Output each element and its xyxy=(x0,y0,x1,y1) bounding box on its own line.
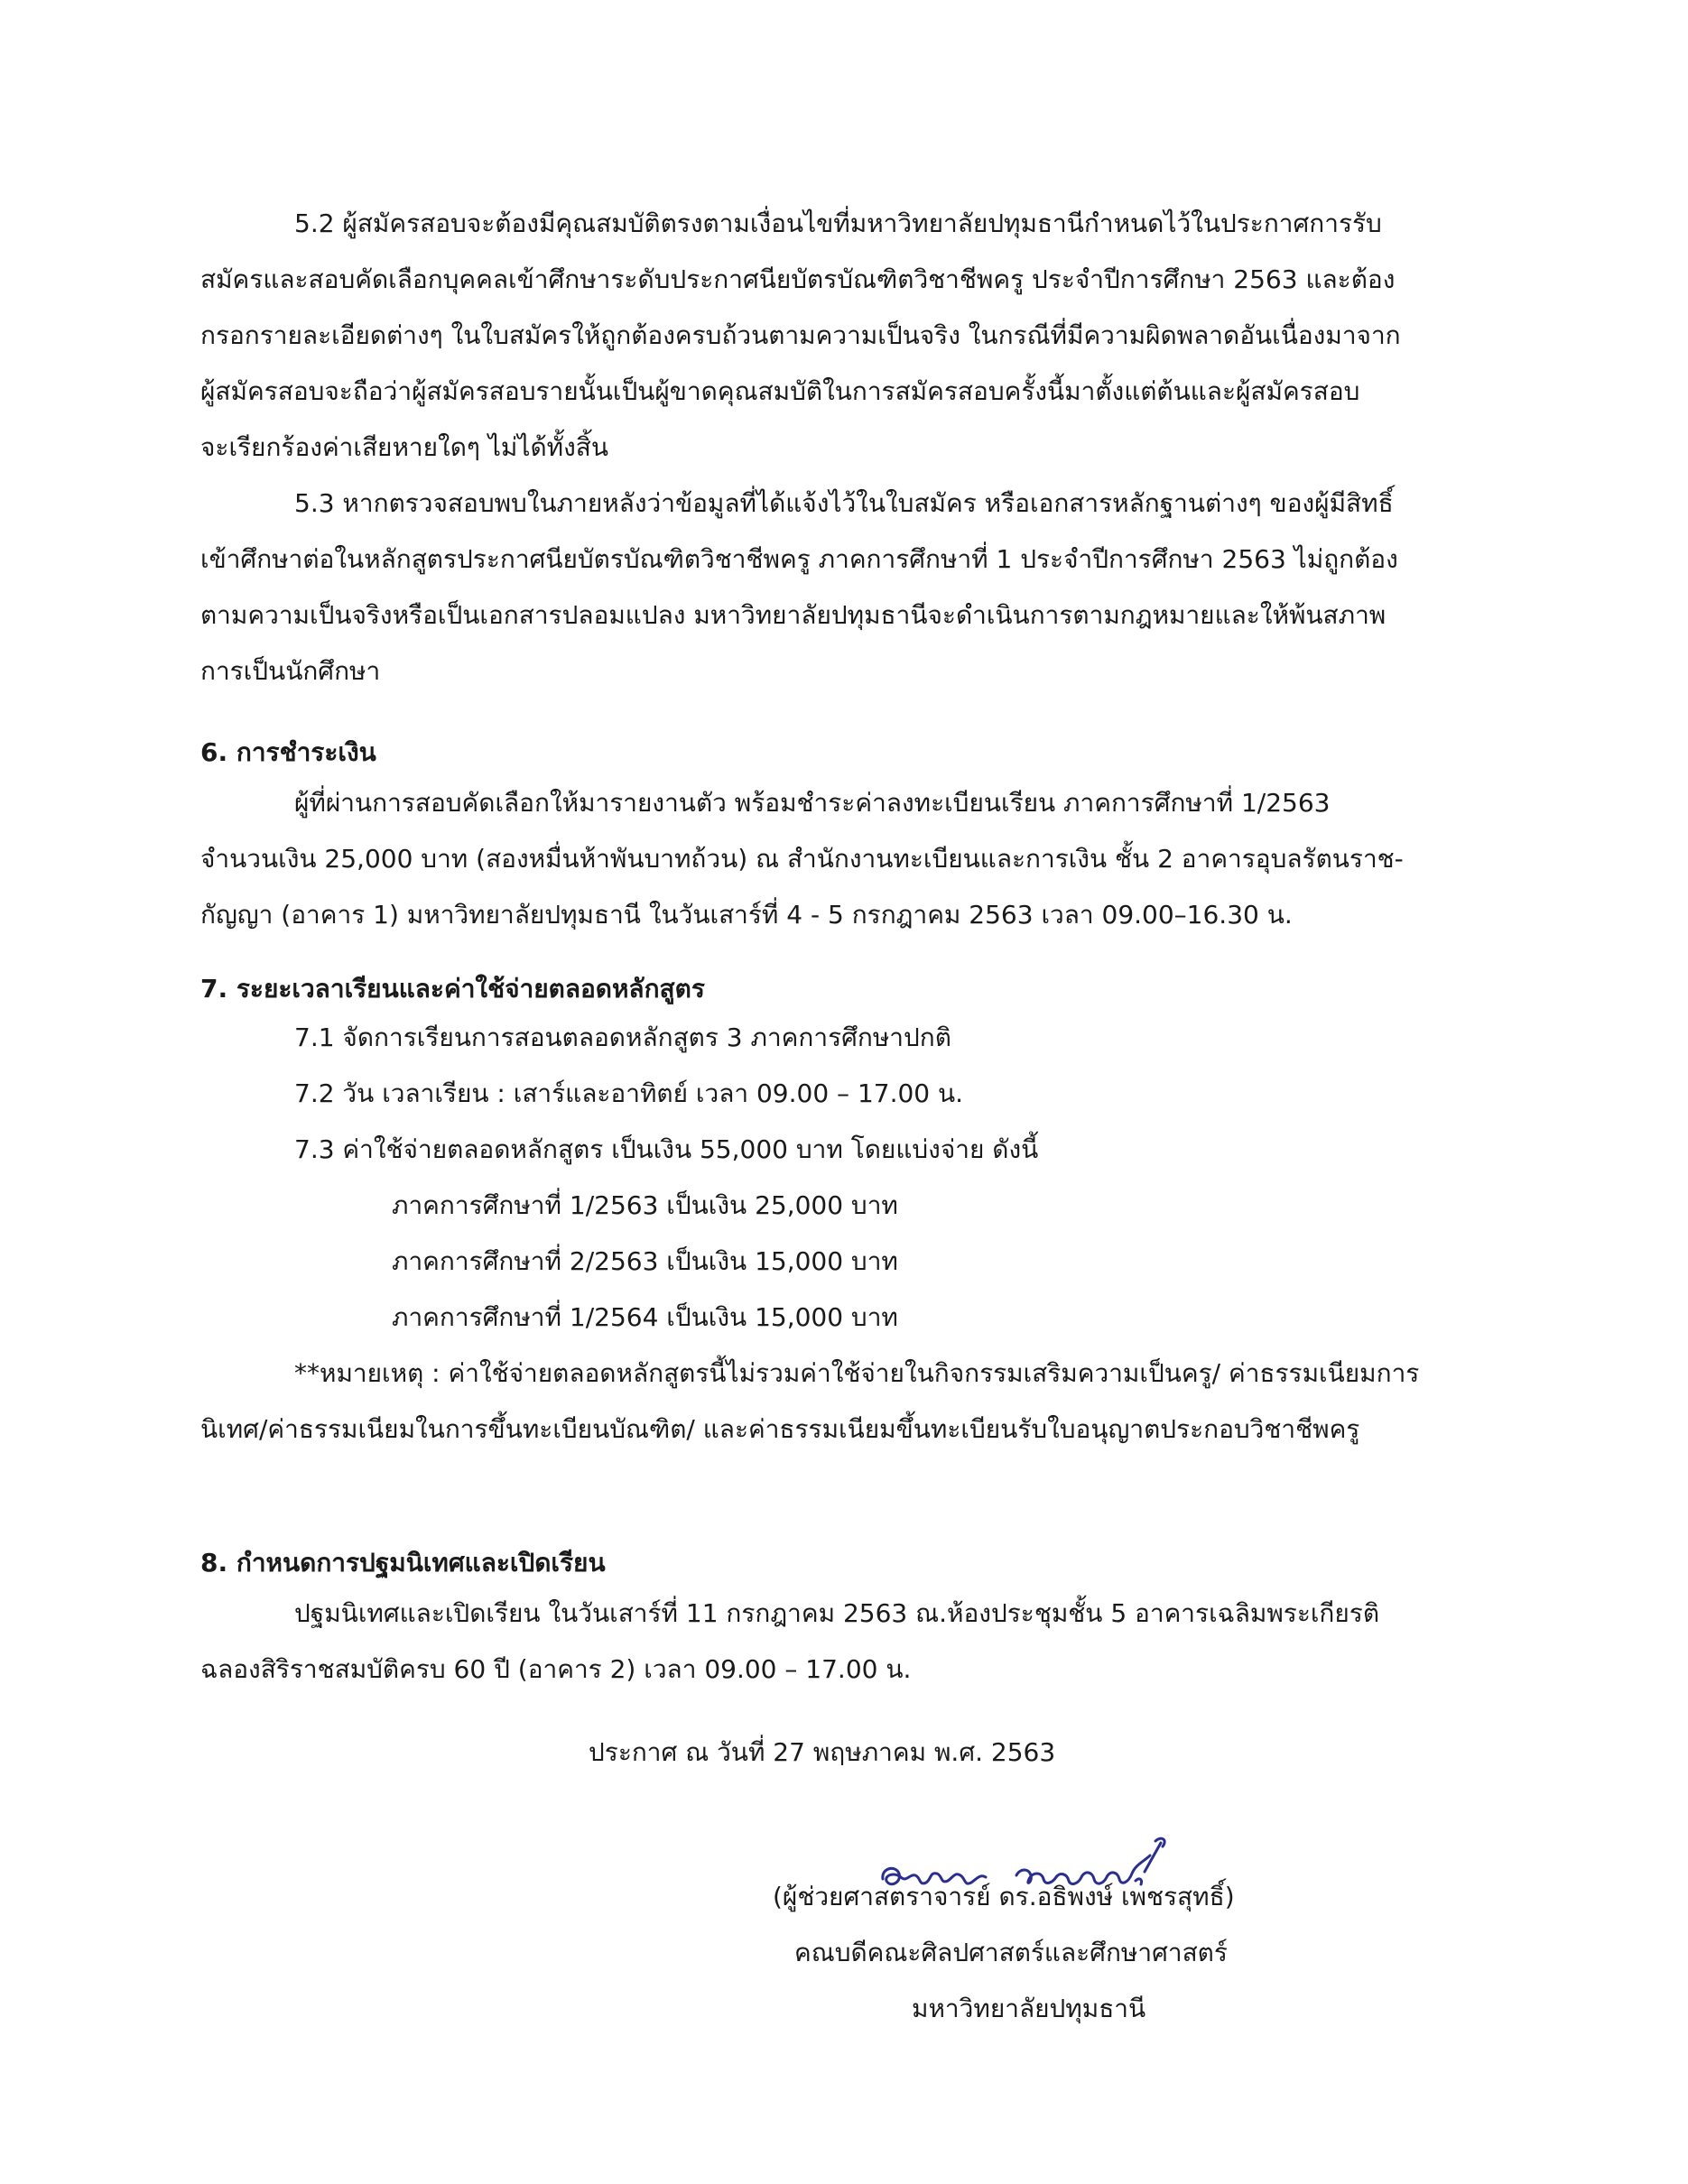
section-7-item-3: 7.3 ค่าใช้จ่ายตลอดหลักสูตร เป็นเงิน 55,000 บาท โดยแบ่งจ่าย ดังนี้ xyxy=(294,1134,1039,1164)
note-line-1: **หมายเหตุ : ค่าใช้จ่ายตลอดหลักสูตรนี้ไม่รวมค่าใช้จ่ายในกิจกรรมเสริมความเป็นครู/ ค่าธรรมเนียมการ xyxy=(294,1358,1420,1388)
section-8-line-1: ปฐมนิเทศและเปิดเรียน ในวันเสาร์ที่ 11 กรกฎาคม 2563 ณ.ห้องประชุมชั้น 5 อาคารเฉลิมพระเกียรติ xyxy=(294,1598,1380,1628)
section-6-heading: 6. การชำระเงิน xyxy=(200,737,376,767)
para-5-3-line-1: 5.3 หากตรวจสอบพบในภายหลังว่าข้อมูลที่ได้แจ้งไว้ในใบสมัคร หรือเอกสารหลักฐานต่างๆ ของผู้มีสิทธิ์ xyxy=(294,488,1394,518)
section-7-heading: 7. ระยะเวลาเรียนและค่าใช้จ่ายตลอดหลักสูตร xyxy=(200,974,705,1004)
para-5-2-line-2: สมัครและสอบคัดเลือกบุคคลเข้าศึกษาระดับประกาศนียบัตรบัณฑิตวิชาชีพครู ประจำปีการศึกษา 2563 และต้อง xyxy=(200,264,1396,294)
note-line-2: นิเทศ/ค่าธรรมเนียมในการขึ้นทะเบียนบัณฑิต/ และค่าธรรมเนียมขึ้นทะเบียนรับใบอนุญาตประกอบวิชาชีพครู xyxy=(200,1414,1360,1444)
section-7-item-1: 7.1 จัดการเรียนการสอนตลอดหลักสูตร 3 ภาคการศึกษาปกติ xyxy=(294,1023,951,1052)
para-5-2-line-5: จะเรียกร้องค่าเสียหายใดๆ ไม่ได้ทั้งสิ้น xyxy=(200,432,609,462)
section-8-heading: 8. กำหนดการปฐมนิเทศและเปิดเรียน xyxy=(200,1548,606,1578)
para-5-2-line-3: กรอกรายละเอียดต่างๆ ในใบสมัครให้ถูกต้องครบถ้วนตามความเป็นจริง ในกรณีที่มีความผิดพลาดอันเนื่องมาจาก xyxy=(200,320,1401,350)
signatory-position: คณบดีคณะศิลปศาสตร์และศึกษาศาสตร์ xyxy=(794,1938,1228,1967)
section-6-line-3: กัญญา (อาคาร 1) มหาวิทยาลัยปทุมธานี ในวันเสาร์ที่ 4 - 5 กรกฎาคม 2563 เวลา 09.00–16.30 น. xyxy=(200,900,1293,930)
section-6-line-2: จำนวนเงิน 25,000 บาท (สองหมื่นห้าพันบาทถ้วน) ณ สำนักงานทะเบียนและการเงิน ชั้น 2 อาคารอุบลรัตนราช- xyxy=(200,844,1404,874)
section-6-line-1: ผู้ที่ผ่านการสอบคัดเลือกให้มารายงานตัว พร้อมชำระค่าลงทะเบียนเรียน ภาคการศึกษาที่ 1/2563 xyxy=(294,788,1331,818)
section-8-line-2: ฉลองสิริราชสมบัติครบ 60 ปี (อาคาร 2) เวลา 09.00 – 17.00 น. xyxy=(200,1654,912,1684)
announcement-date: ประกาศ ณ วันที่ 27 พฤษภาคม พ.ศ. 2563 xyxy=(589,1737,1056,1767)
para-5-3-line-2: เข้าศึกษาต่อในหลักสูตรประกาศนียบัตรบัณฑิตวิชาชีพครู ภาคการศึกษาที่ 1 ประจำปีการศึกษา 2563 ไม่ถูกต้อง xyxy=(200,544,1398,574)
term-fee-1: ภาคการศึกษาที่ 1/2563 เป็นเงิน 25,000 บาท xyxy=(392,1190,898,1220)
section-7-item-2: 7.2 วัน เวลาเรียน : เสาร์และอาทิตย์ เวลา 09.00 – 17.00 น. xyxy=(294,1078,964,1108)
term-fee-3: ภาคการศึกษาที่ 1/2564 เป็นเงิน 15,000 บาท xyxy=(392,1302,898,1332)
signatory-name: (ผู้ช่วยศาสตราจารย์ ดร.อธิพงษ์ เพชรสุทธิ์) xyxy=(773,1882,1235,1911)
para-5-2-line-1: 5.2 ผู้สมัครสอบจะต้องมีคุณสมบัติตรงตามเงื่อนไขที่มหาวิทยาลัยปทุมธานีกำหนดไว้ในประกาศการรับ xyxy=(294,208,1382,238)
para-5-3-line-3: ตามความเป็นจริงหรือเป็นเอกสารปลอมแปลง มหาวิทยาลัยปทุมธานีจะดำเนินการตามกฎหมายและให้พ้นสภาพ xyxy=(200,600,1387,630)
term-fee-2: ภาคการศึกษาที่ 2/2563 เป็นเงิน 15,000 บาท xyxy=(392,1246,898,1276)
para-5-2-line-4: ผู้สมัครสอบจะถือว่าผู้สมัครสอบรายนั้นเป็นผู้ขาดคุณสมบัติในการสมัครสอบครั้งนี้มาตั้งแต่ต้นและผู้สมัครสอบ xyxy=(200,376,1360,406)
para-5-3-line-4: การเป็นนักศึกษา xyxy=(200,656,381,686)
signatory-organization: มหาวิทยาลัยปทุมธานี xyxy=(912,1994,1146,2023)
